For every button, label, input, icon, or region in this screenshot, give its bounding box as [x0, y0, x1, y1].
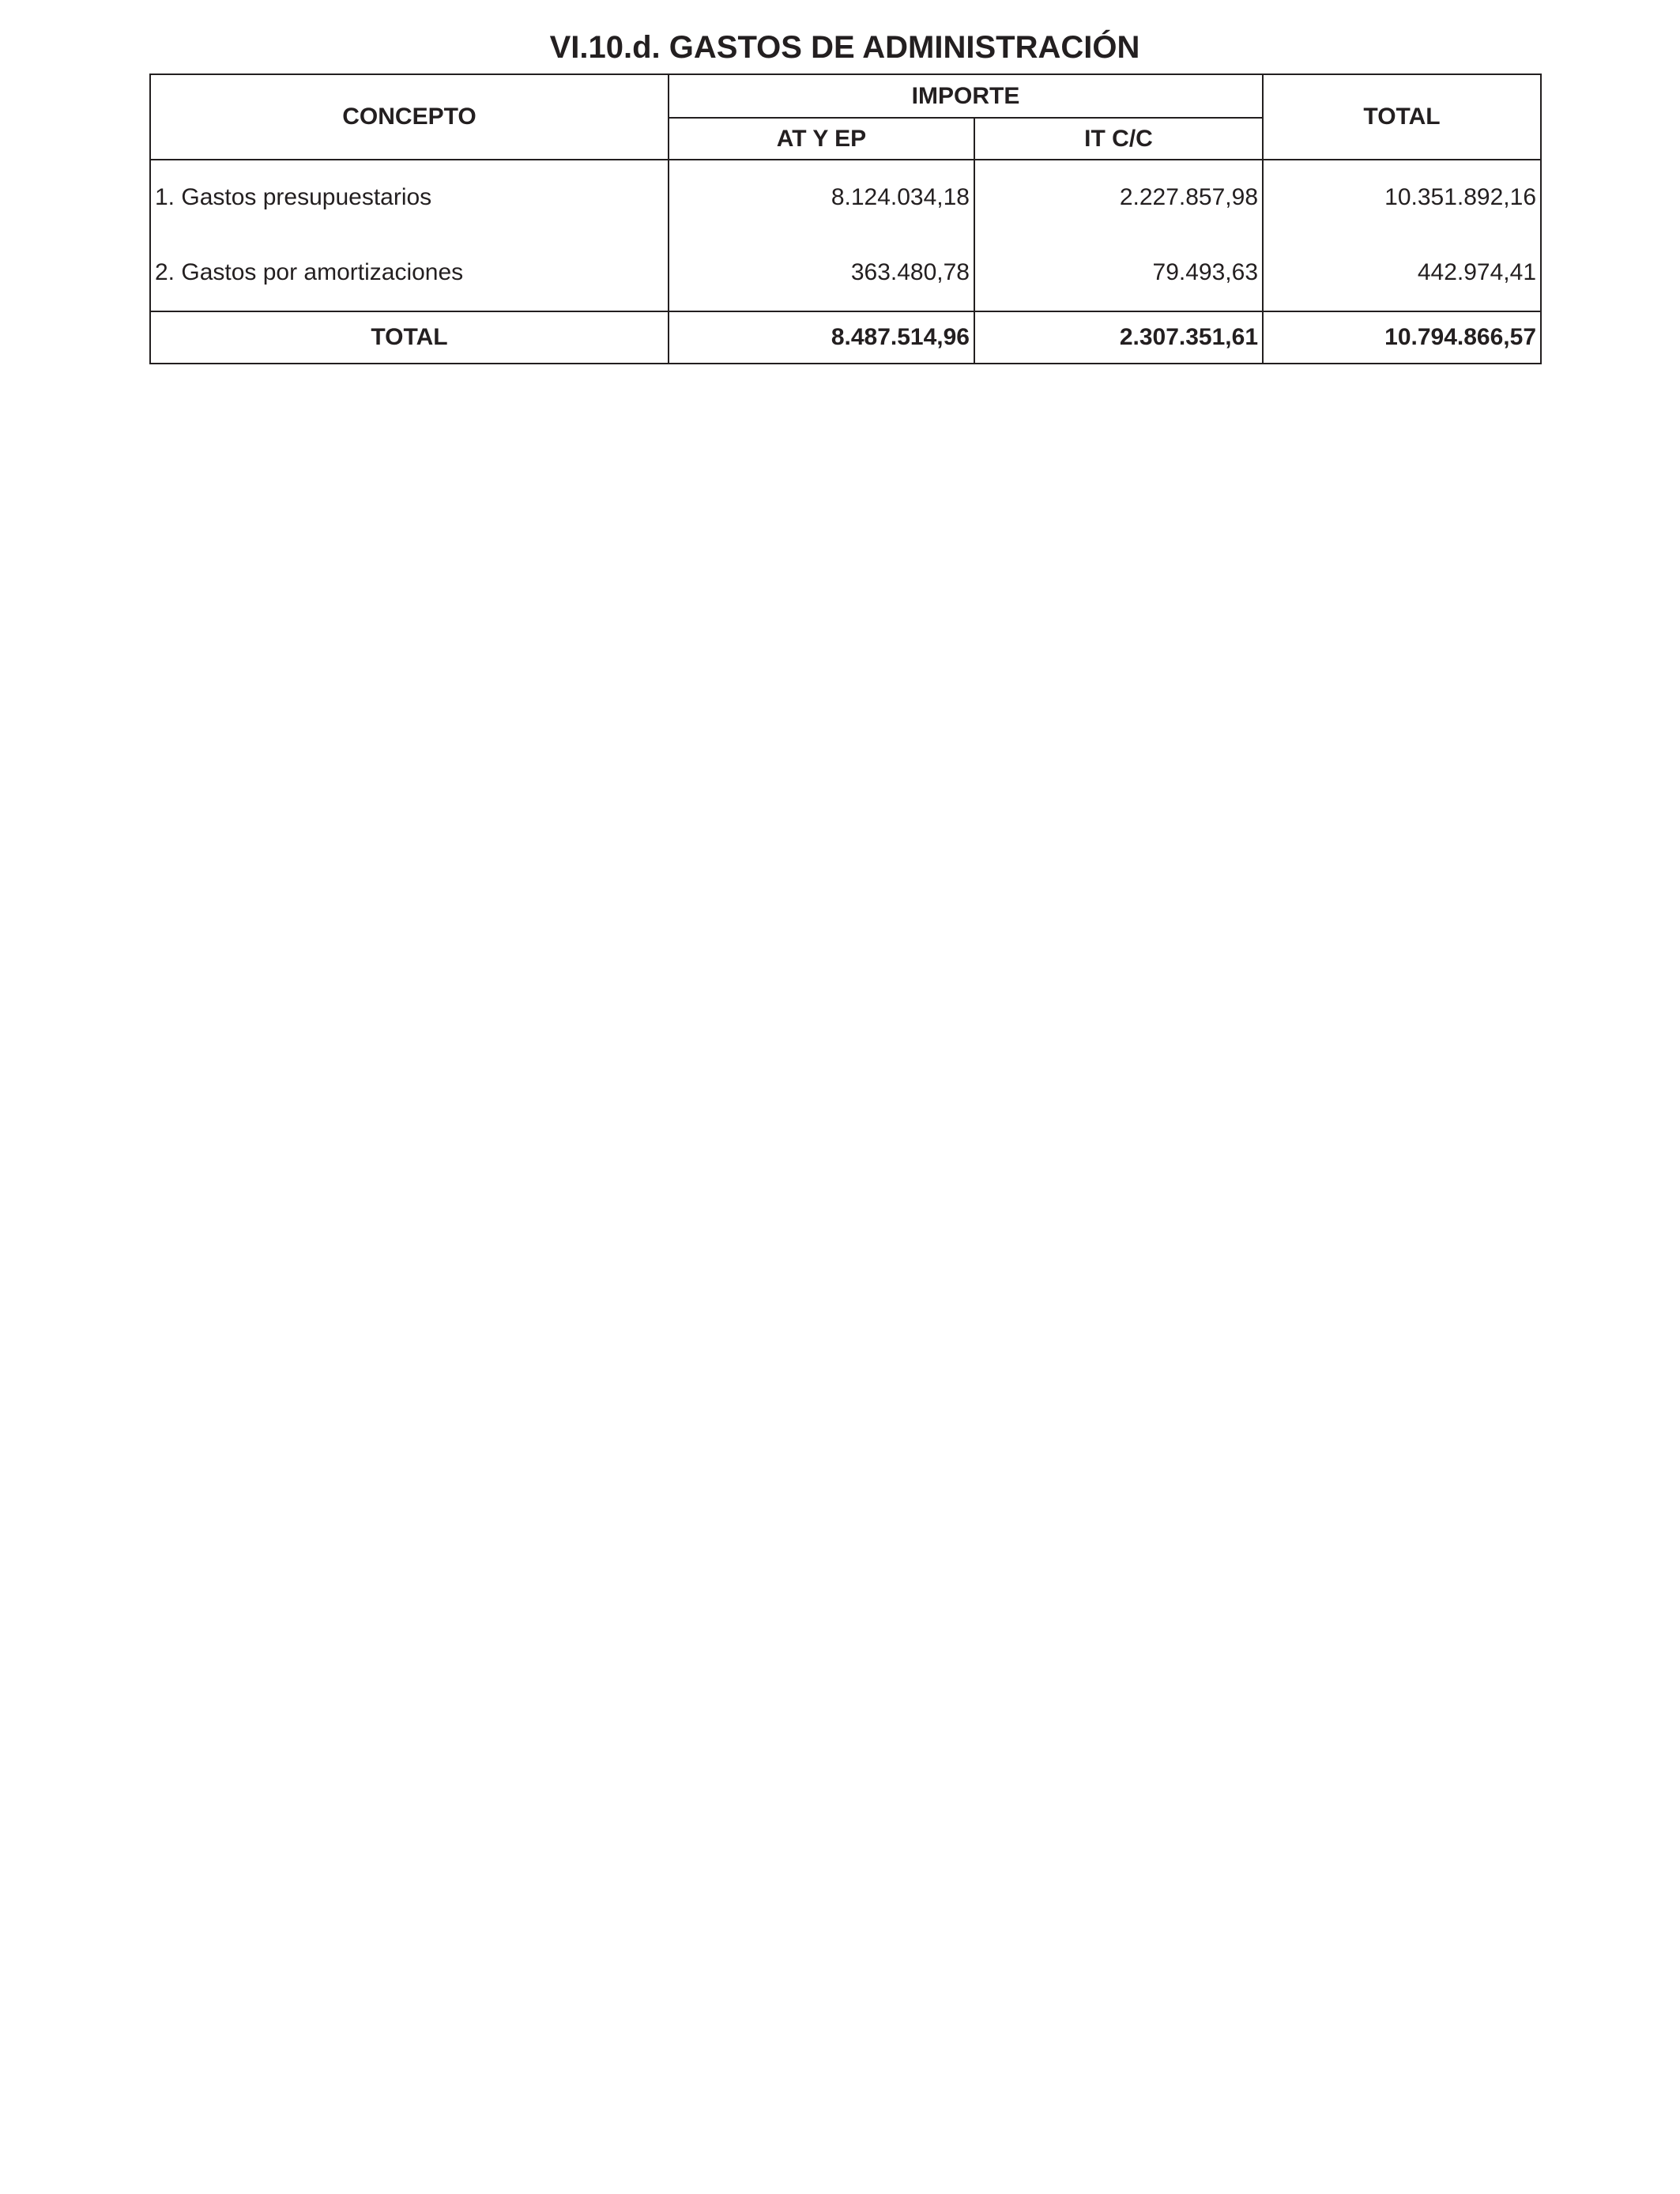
row-at-y-ep: 8.124.034,18 [669, 160, 974, 235]
row-total: 442.974,41 [1263, 235, 1541, 311]
header-it-cc: IT C/C [974, 118, 1263, 160]
totals-it-cc: 2.307.351,61 [974, 311, 1263, 364]
header-concepto: CONCEPTO [150, 74, 669, 160]
table-row [150, 160, 1541, 235]
row-it-cc: 2.227.857,98 [974, 160, 1263, 235]
row-it-cc: 79.493,63 [974, 235, 1263, 311]
totals-total: 10.794.866,57 [1263, 311, 1541, 364]
header-total: TOTAL [1263, 74, 1541, 160]
header-at-y-ep: AT Y EP [669, 118, 974, 160]
header-row-top [150, 74, 1541, 118]
row-total: 10.351.892,16 [1263, 160, 1541, 235]
document-title: VI.10.d. GASTOS DE ADMINISTRACIÓN [549, 30, 1140, 65]
table-row [150, 235, 1541, 311]
table-body [150, 160, 1541, 364]
row-at-y-ep: 363.480,78 [669, 235, 974, 311]
totals-row [150, 311, 1541, 364]
header-importe: IMPORTE [669, 74, 1263, 118]
totals-at-y-ep: 8.487.514,96 [669, 311, 974, 364]
totals-label: TOTAL [150, 311, 669, 364]
row-concepto: 1. Gastos presupuestarios [150, 160, 669, 235]
row-concepto: 2. Gastos por amortizaciones [150, 235, 669, 311]
table-header [150, 74, 1541, 160]
administration-expenses-table [149, 74, 1542, 364]
